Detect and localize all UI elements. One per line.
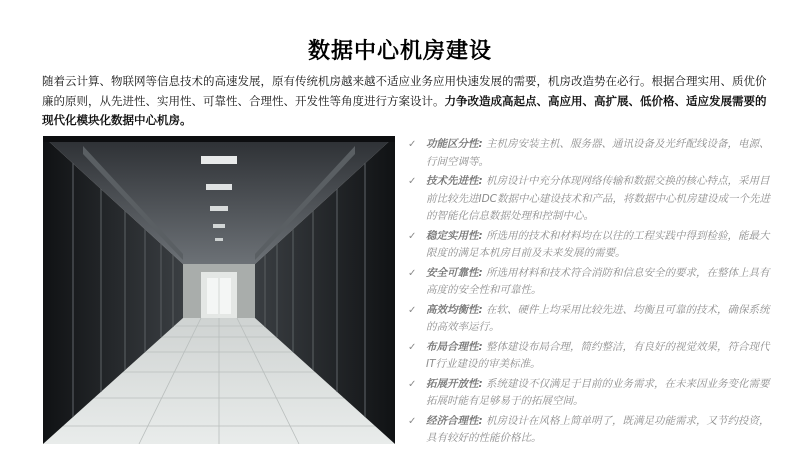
check-icon: ✓ <box>408 230 417 242</box>
feature-title: 功能区分性: <box>426 138 483 150</box>
feature-text: 主机房安装主机、服务器、通讯设备及光纤配线设备，电源、行间空调等。 <box>426 138 770 168</box>
check-icon: ✓ <box>408 378 417 390</box>
feature-text: 所选用的技术和材料均在以往的工程实践中得到检验，能最大限度的满足本机房目前及未来发展的需要。 <box>426 229 770 259</box>
check-icon: ✓ <box>408 139 417 150</box>
intro-paragraph <box>42 72 770 131</box>
check-icon: ✓ <box>408 304 417 316</box>
feature-item-economy <box>406 413 774 448</box>
feature-title: 安全可靠性: <box>426 266 483 279</box>
feature-item-function <box>406 136 774 171</box>
feature-item-layout <box>406 339 774 374</box>
feature-item-efficiency <box>406 302 774 337</box>
intro-bold-text: 力争改造成高起点、高应用、高扩展、低价格、适应发展需要的现代化模块化数据中心机房。 <box>42 93 767 127</box>
feature-title: 经济合理性: <box>426 414 483 427</box>
feature-text: 整体建设布局合理，简约整洁，有良好的视觉效果，符合现代IT行业建设的审美标准。 <box>426 340 770 370</box>
server-room-photo <box>43 136 395 444</box>
feature-title: 高效均衡性: <box>426 303 483 316</box>
check-icon: ✓ <box>408 267 417 279</box>
check-icon: ✓ <box>408 341 417 353</box>
check-icon: ✓ <box>408 415 417 427</box>
check-icon: ✓ <box>408 176 417 187</box>
feature-title: 布局合理性: <box>426 340 483 353</box>
feature-item-technology <box>406 173 774 226</box>
page-title: 数据中心机房建设 <box>307 39 492 64</box>
feature-text: 系统建设不仅满足于目前的业务需求，在未来因业务变化需要拓展时能有足够易于的拓展空间。 <box>426 377 770 407</box>
feature-list <box>406 136 774 450</box>
feature-title: 拓展开放性: <box>426 377 483 390</box>
feature-item-expansion <box>406 376 774 411</box>
feature-text: 所选用材料和技术符合消防和信息安全的要求，在整体上具有高度的安全性和可靠性。 <box>426 266 770 296</box>
intro-text: 随着云计算、物联网等信息技术的高速发展，原有传统机房越来越不适应业务应用快速发展的需要，机房改造势在必行。根据合理实用、质优价廉的原则，从先进性、实用性、可靠性、合理性、开发性等角度进行方案设计。 <box>42 74 767 108</box>
feature-title: 技术先进性: <box>426 175 483 187</box>
feature-text: 在软、硬件上均采用比较先进、均衡且可靠的技术，确保系统的高效率运行。 <box>426 303 770 333</box>
feature-item-security <box>406 265 774 300</box>
feature-item-stability <box>406 228 774 263</box>
feature-text: 机房设计在风格上简单明了，既满足功能需求，又节约投资，具有较好的性能价格比。 <box>426 414 770 444</box>
feature-text: 机房设计中充分体现网络传输和数据交换的核心特点，采用目前比较先进IDC数据中心建设技术和产品，将数据中心机房建设成一个先进的智能化信息数据处理和控制中心。 <box>426 175 771 222</box>
feature-title: 稳定实用性: <box>426 229 483 242</box>
